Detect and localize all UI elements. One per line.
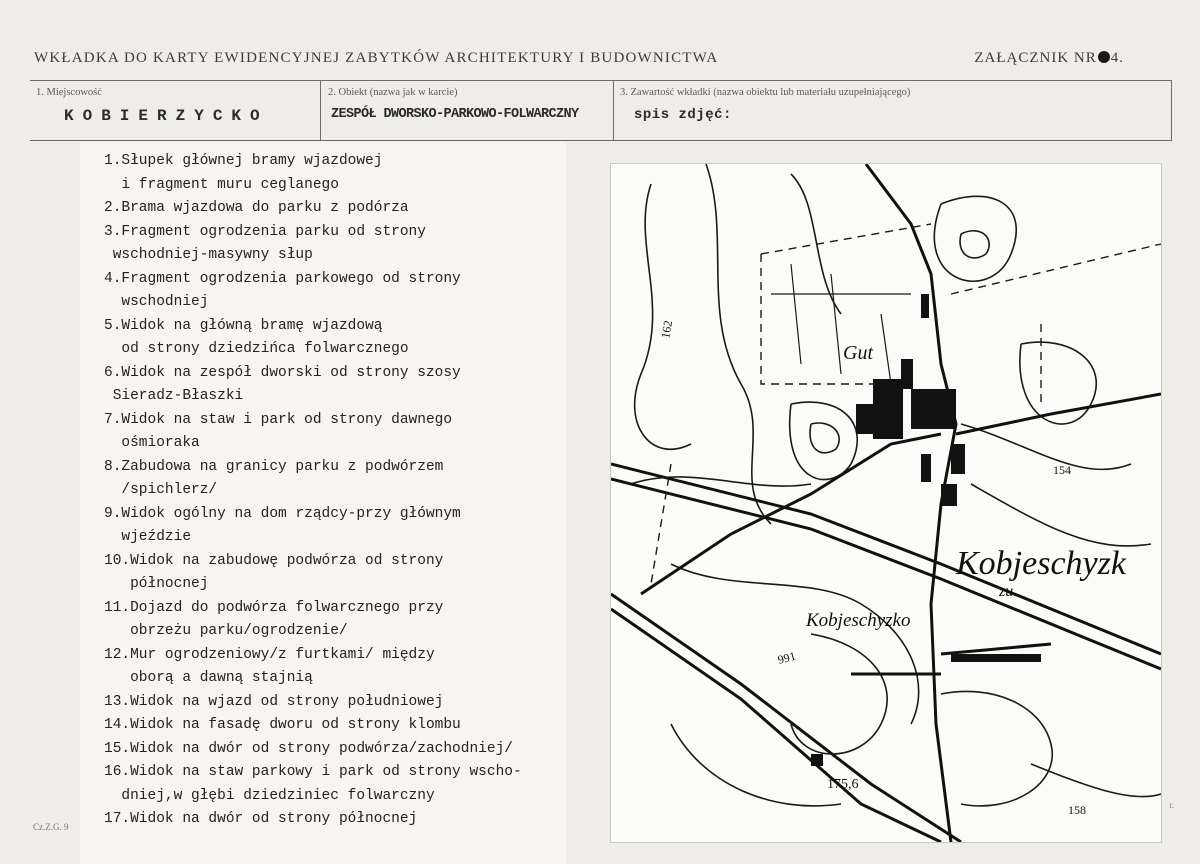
- photo-list-item: [104, 268, 522, 315]
- photo-list-item-line: 8.Zabudowa na granicy parku z podwórzem: [104, 458, 444, 475]
- location-map: [610, 163, 1162, 843]
- photo-list-item: [104, 644, 522, 691]
- photo-list-item: [104, 714, 522, 738]
- photo-list-item: [104, 550, 522, 597]
- field-divider-1: [320, 80, 321, 140]
- right-edge-rule: [1171, 80, 1172, 140]
- annex-prefix: ZAŁĄCZNIK NR: [974, 50, 1097, 66]
- photo-list-item-continuation: oborą a dawną stajnią: [104, 670, 313, 686]
- photo-list-item-continuation: obrzeżu parku/ogrodzenie/: [104, 623, 348, 639]
- photo-list-item-line: 5.Widok na główną bramę wjazdową: [104, 317, 383, 334]
- photo-list-item-line: 15.Widok na dwór od strony podwórza/zachodniej/: [104, 740, 513, 757]
- map-label-kobjeschyzko: Kobjeschyzko: [806, 610, 911, 631]
- photo-list-item-line: 16.Widok na staw parkowy i park od strony wscho-: [104, 764, 522, 780]
- photo-list-item: [104, 738, 522, 762]
- map-label-kobjeschyzk: Kobjeschyzk: [956, 545, 1126, 582]
- photo-list-item: [104, 597, 522, 644]
- photo-list-item: [104, 409, 522, 456]
- map-drawing: [611, 164, 1161, 842]
- location-value: KOBIERZYCKO: [64, 107, 269, 125]
- annex-label: [974, 50, 1124, 67]
- photo-list-item-continuation: wjeździe: [104, 529, 192, 545]
- annex-number: 4.: [1110, 50, 1124, 66]
- photo-list-item: [104, 808, 522, 832]
- object-caption: 2. Obiekt (nazwa jak w karcie): [328, 87, 458, 98]
- photo-list-item: [104, 456, 522, 503]
- ink-dot-icon: [1098, 51, 1110, 63]
- photo-list-item-line: 2.Brama wjazdowa do parku z podórza: [104, 200, 409, 216]
- map-label-h175: 175,6: [827, 777, 859, 792]
- photo-list-item: [104, 691, 522, 715]
- photo-list-item-continuation: /spichlerz/: [104, 482, 218, 498]
- photo-list-item: [104, 197, 522, 221]
- photo-list-item-line: 13.Widok na wjazd od strony południowej: [104, 693, 444, 710]
- photo-list-item-continuation: i fragment muru ceglanego: [104, 176, 339, 193]
- photo-list-item-continuation: wschodniej: [104, 294, 209, 310]
- map-label-gut: Gut: [843, 342, 873, 364]
- photo-list-item: [104, 150, 522, 197]
- footer-code: Cz.Z.G. 9: [33, 822, 69, 832]
- photo-list-item-line: 11.Dojazd do podwórza folwarcznego przy: [104, 599, 444, 616]
- map-label-h154: 154: [1053, 463, 1071, 477]
- photo-list-item-line: 17.Widok na dwór od strony północnej: [104, 811, 418, 827]
- contents-value: spis zdjęć:: [634, 107, 732, 123]
- photo-list-item-line: 10.Widok na zabudowę podwórza od strony: [104, 552, 444, 569]
- photo-list: [104, 150, 522, 832]
- map-label-zu: zu: [999, 583, 1014, 600]
- form-title: WKŁADKA DO KARTY EWIDENCYJNEJ ZABYTKÓW ARCHITEKTURY I BUDOWNICTWA: [34, 50, 719, 66]
- photo-list-item-line: 6.Widok na zespół dworski od strony szosy: [104, 364, 461, 381]
- contents-caption: 3. Zawartość wkładki (nazwa obiektu lub materiału uzupełniającego): [620, 87, 911, 98]
- header-rule: [30, 80, 1172, 81]
- photo-list-item-continuation: północnej: [104, 576, 209, 592]
- photo-list-item-line: 7.Widok na staw i park od strony dawnego: [104, 411, 453, 428]
- photo-list-item-continuation: Sieradz-Błaszki: [104, 388, 244, 404]
- photo-list-item: [104, 503, 522, 550]
- photo-list-item-line: 1.Słupek głównej bramy wjazdowej: [104, 153, 383, 169]
- photo-list-item-continuation: dniej,w głębi dziedziniec folwarczny: [104, 787, 435, 804]
- photo-list-item-continuation: od strony dziedzińca folwarcznego: [104, 341, 409, 357]
- photo-list-item-continuation: ośmioraka: [104, 435, 200, 451]
- photo-list-item: [104, 315, 522, 362]
- map-label-h991: 991: [776, 648, 798, 667]
- photo-list-item-line: 12.Mur ogrodzeniowy/z furtkami/ między: [104, 646, 435, 663]
- map-label-h158: 158: [1068, 803, 1086, 817]
- photo-list-item: [104, 761, 522, 808]
- location-caption: 1. Miejscowość: [36, 87, 102, 98]
- photo-list-item: [104, 362, 522, 409]
- photo-list-item-line: 9.Widok ogólny na dom rządcy-przy głównym: [104, 505, 461, 522]
- photo-list-item-line: 3.Fragment ogrodzenia parku od strony: [104, 223, 426, 240]
- photo-list-item-continuation: wschodniej-masywny słup: [104, 247, 313, 263]
- photo-list-item-line: 14.Widok na fasadę dworu od strony klombu: [104, 717, 461, 733]
- fields-bottom-rule: [30, 140, 1172, 141]
- field-divider-2: [613, 80, 614, 140]
- edge-mark: r.: [1169, 800, 1174, 810]
- map-label-h162: 162: [658, 319, 676, 340]
- object-value: ZESPÓŁ DWORSKO-PARKOWO-FOLWARCZNY: [331, 107, 579, 122]
- photo-list-item-line: 4.Fragment ogrodzenia parkowego od strony: [104, 270, 461, 287]
- photo-list-item: [104, 221, 522, 268]
